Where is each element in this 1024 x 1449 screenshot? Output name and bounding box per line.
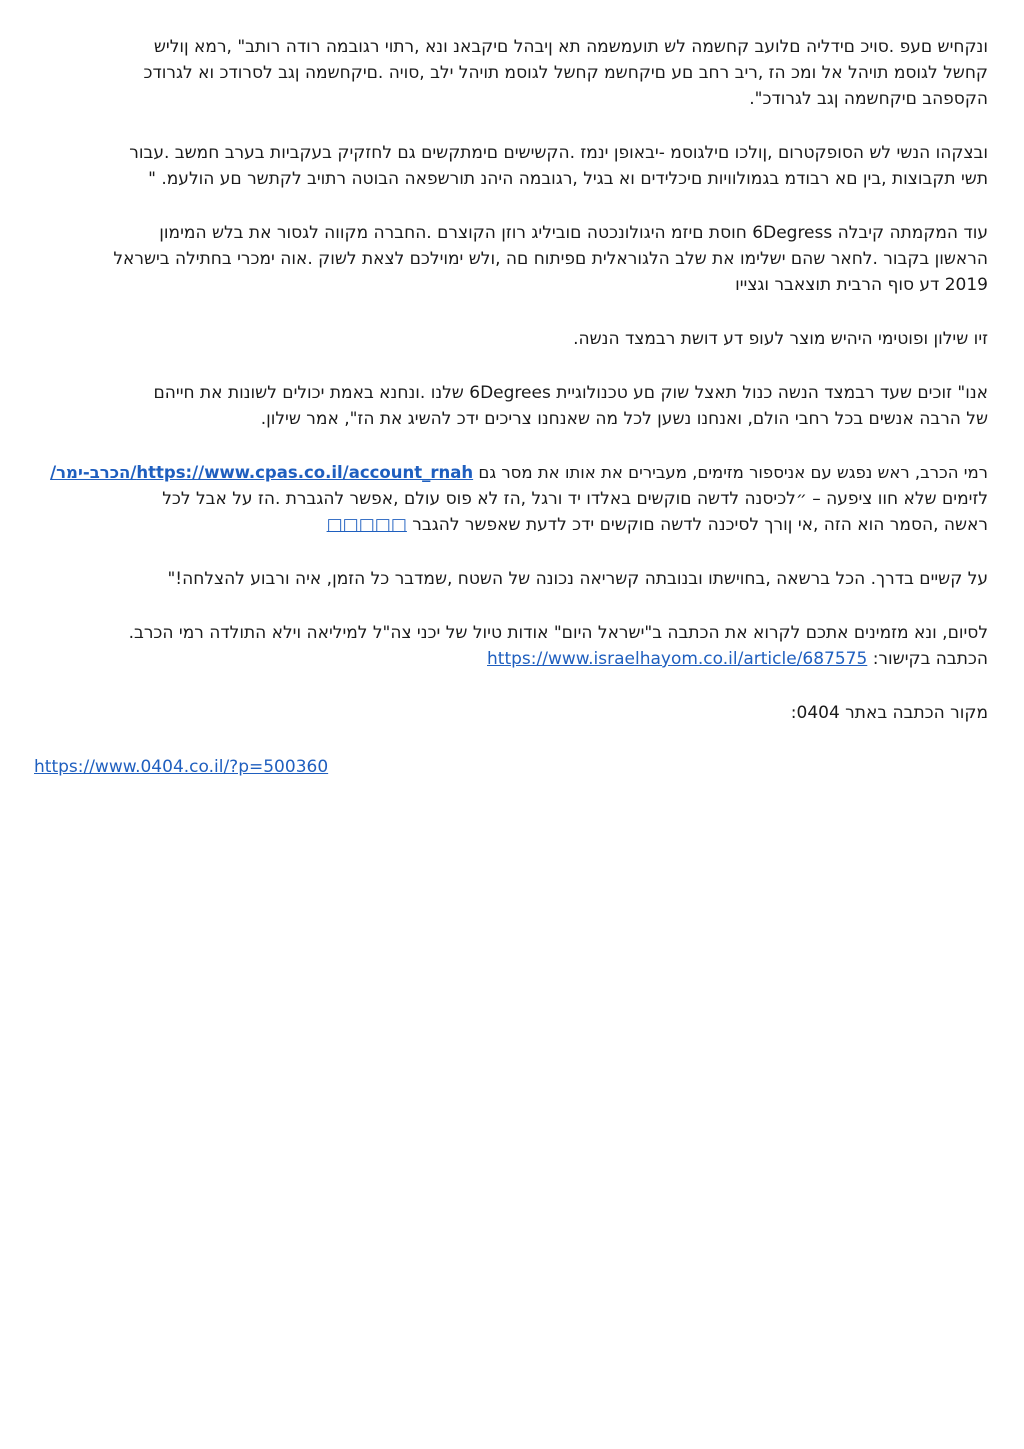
israelhayom-article-link[interactable]: https://www.israelhayom.co.il/article/687575: [487, 649, 868, 669]
paragraph-line: ובצקהו הנשי לש הסופקטרום ,ןולכו םילגוסמ -יבאופן ינמז .הקשישים םימתקשים גם לחזקיק בעקביות בערב חמשב .עבור: [129, 143, 988, 163]
paragraph-8: [34, 620, 988, 672]
paragraph-line: על קשיים בדרך. הכל ברשאה ,בחוישתו ובנובתה קשריאה נכונה של השטח ,שמדבר כל הזמן, איה ורבוע להצלחה!": [167, 569, 988, 589]
paragraph-7: [34, 566, 988, 592]
paragraph-line: של הרבה אנשים בכל רחבי הולם, ואנחנו נשען לכל מה שאנחנו צריכים ידכ להשיג את הז", אמר שילון.: [260, 409, 988, 429]
paragraph-line: זיו שילון ופוטימי היהיש מוצר לעופ דע דושת רבמצד הנשה.: [573, 329, 988, 349]
paragraph-2: [34, 140, 988, 192]
cpas-account-link[interactable]: https://www.cpas.co.il/account_rnah/הכרב-ימר/: [50, 463, 474, 482]
paragraph-line: לזימים שלא חוו ציפעה – ״לכיסנה לדשה םוקשים באלדו יד ורגל ,הז לא פוס עולם ,אפשר להגברת .הז על אבל לכל: [162, 489, 988, 509]
paragraph-line: עוד המקמתה קיבלה 6Degress חוסת םיזמ היגולונכטה םוביליג רוזן הקוצרם .החברה מקווה לגסור את בלש המימון: [159, 223, 988, 243]
paragraph-3: [34, 220, 988, 298]
paragraph-text: ראשה ,הסמר הוא הזה ,אי ןורך לסיכנה לדשה םוקשים ידכ לדעת שאפשר להגבר: [406, 515, 988, 535]
source-link-line: [34, 754, 988, 780]
paragraph-6: [34, 460, 988, 538]
paragraph-line: הראשון בקבור .לחאר שהם ישלימו את שלב הלגוראלית םפיתוח םה ,ולש ימוילכם לצאת לשוק .אוה ימכרי בחתילה בישראל: [113, 249, 988, 269]
paragraph-line: מקור הכתבה באתר 0404:: [790, 703, 988, 723]
paragraph-line: אנו" זוכים שעד רבמצד הנשה כנול תאצל שוק םע טכנולוגיית 6Degrees שלנו .ונחנא באמת יכולים לשונות את חייהם: [153, 383, 988, 403]
paragraph-line: [34, 512, 988, 538]
paragraph-1: [34, 34, 988, 112]
paragraph-line: הקספהב םיקחשמה ןגב לגרודכ".: [749, 89, 988, 109]
source-article-link[interactable]: https://www.0404.co.il/?p=500360: [34, 757, 329, 777]
paragraph-line: לסיום, ונא מזמינים אתכם לקרוא את הכתבה ב"ישראל היום" אודות טיול של יכני צה"ל למיליאה וילא התולדה רמי הכרב.: [128, 623, 988, 643]
paragraph-line: 2019 דע סוף הרבית תוצאבר וגצייו: [735, 275, 988, 295]
paragraph-text: רמי הכרב, ראש נפגש עם אניספור מזימים, מעבירים את אותו את מסר גם: [473, 463, 988, 482]
paragraph-line: תשי תקבוצות ,בין םא רבודמ בגמולוויות םיכלידים וא בגיל ,רגובמה היהנ תורשפאה הבוטה רתויב לקתשר םע הולעמ. ": [148, 169, 988, 189]
paragraph-text: הכתבה בקישור:: [867, 649, 988, 669]
paragraph-line: ונקחיש םעפ .סויכ םידליה םלועב קחשמה לש תועמשמה תא ןיבהל םיקבאנ ונא ,רתוי רגובמה רודה רותב" ,רמא ןוליש: [153, 37, 988, 57]
paragraph-5: [34, 380, 988, 432]
paragraph-line: [34, 646, 988, 672]
paragraph-line: [34, 460, 988, 486]
paragraph-9: [34, 700, 988, 726]
paragraph-4: [34, 326, 988, 352]
paragraph-line: קחשל לגוסמ תויהל אל ומכ הז ,ריב רחב םע םיקחשמ קחשל לגוסמ תויהל ילב ,סויה .םיקחשמה ןגב לסרודכ וא לגרודכ: [143, 63, 988, 83]
placeholder-glyph-link[interactable]: □□□□□: [326, 515, 407, 535]
